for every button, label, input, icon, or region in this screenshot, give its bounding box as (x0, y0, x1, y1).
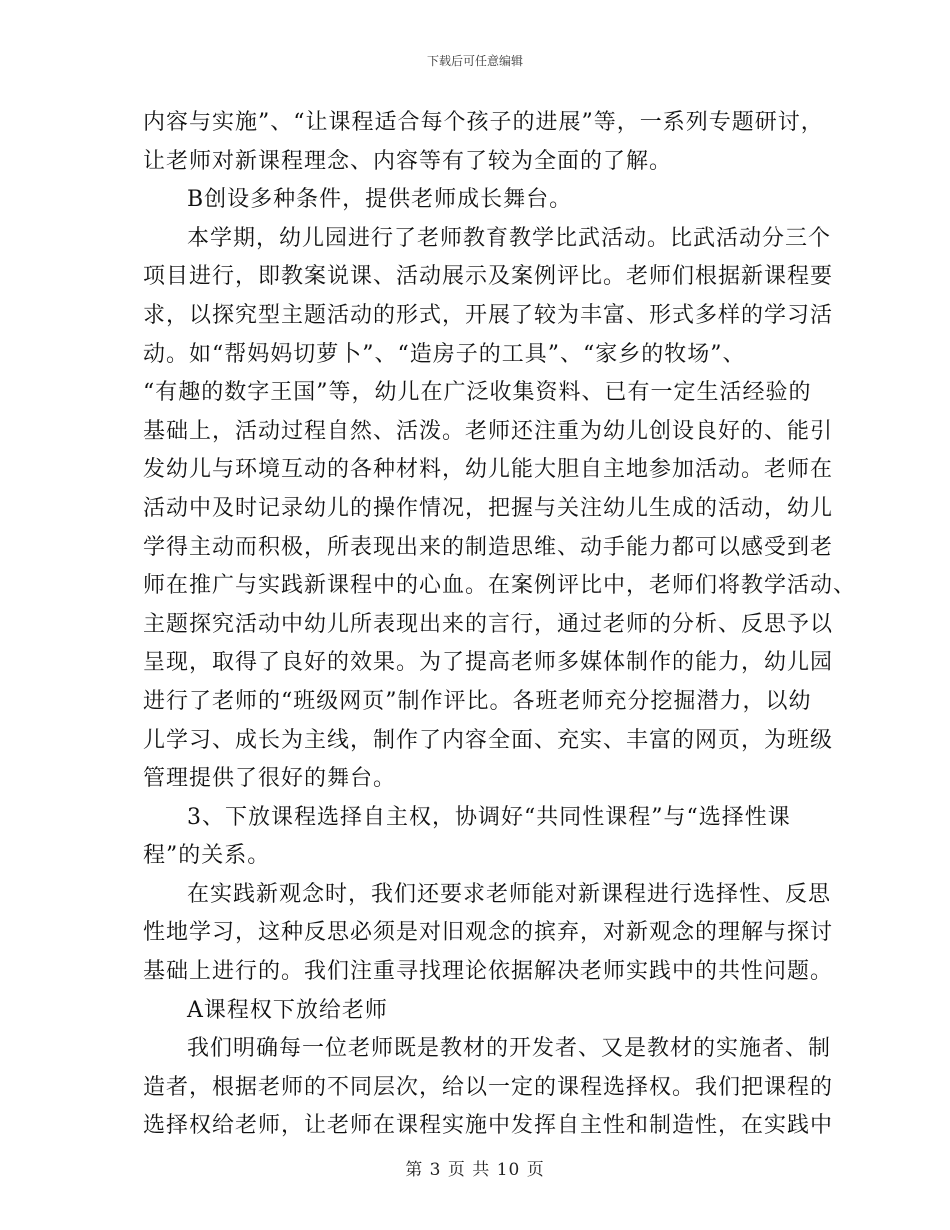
text-line: 儿学习、成长为主线，制作了内容全面、充实、丰富的网页，为班级 (143, 727, 834, 753)
text-line: 3、下放课程选择自主权，协调好“共同性课程”与“选择性课 (187, 804, 791, 830)
text-line: “有趣的数字王国”等，幼儿在广泛收集资料、已有一定生活经验的 (143, 380, 812, 406)
text-line: 我们明确每一位老师既是教材的开发者、又是教材的实施者、制 (187, 1036, 832, 1062)
text-line: 程”的关系。 (143, 843, 271, 869)
text-line: 管理提供了很好的舞台。 (143, 766, 397, 792)
text-line: A课程权下放给老师 (187, 997, 388, 1023)
text-line: 发幼儿与环境互动的各种材料，幼儿能大胆自主地参加活动。老师在 (143, 457, 834, 483)
text-line: 性地学习，这种反思必须是对旧观念的摈弃，对新观念的理解与探讨 (143, 920, 834, 946)
page-header: 下载后可任意编辑 (426, 54, 523, 68)
text-line: 师在推广与实践新课程中的心血。在案例评比中，老师们将教学活动、 (143, 573, 857, 599)
text-line: 基础上进行的。我们注重寻找理论依据解决老师实践中的共性问题。 (143, 959, 834, 985)
text-line: 在实践新观念时，我们还要求老师能对新课程进行选择性、反思 (187, 881, 832, 907)
text-line: 选择权给老师，让老师在课程实施中发挥自主性和制造性，在实践中 (143, 1113, 834, 1139)
text-line: 造者，根据老师的不同层次，给以一定的课程选择权。我们把课程的 (143, 1074, 834, 1100)
text-line: 进行了老师的“班级网页”制作评比。各班老师充分挖掘潜力，以幼 (143, 688, 812, 714)
text-line: 让老师对新课程理念、内容等有了较为全面的了解。 (143, 148, 673, 174)
text-line: 基础上，活动过程自然、活泼。老师还注重为幼儿创设良好的、能引 (143, 418, 834, 444)
text-line: 主题探究活动中幼儿所表现出来的言行，通过老师的分析、反思予以 (143, 611, 834, 637)
text-line: 呈现，取得了良好的效果。为了提高老师多媒体制作的能力，幼儿园 (143, 650, 834, 676)
text-line: 动。如“帮妈妈切萝卜”、“造房子的工具”、“家乡的牧场”、 (143, 341, 746, 367)
page-footer: 第 3 页 共 10 页 (405, 1160, 545, 1180)
document-body (143, 104, 857, 1146)
text-line: B创设多种条件，提供老师成长舞台。 (187, 187, 573, 213)
text-line: 求，以探究型主题活动的形式，开展了较为丰富、形式多样的学习活 (143, 302, 834, 328)
text-line: 本学期，幼儿园进行了老师教育教学比武活动。比武活动分三个 (187, 225, 832, 251)
text-line: 学得主动而积极，所表现出来的制造思维、动手能力都可以感受到老 (143, 534, 834, 560)
text-line: 项目进行，即教案说课、活动展示及案例评比。老师们根据新课程要 (143, 264, 834, 290)
text-line: 活动中及时记录幼儿的操作情况，把握与关注幼儿生成的活动，幼儿 (143, 495, 834, 521)
text-line: 内容与实施”、“让课程适合每个孩子的进展”等，一系列专题研讨， (143, 110, 824, 135)
